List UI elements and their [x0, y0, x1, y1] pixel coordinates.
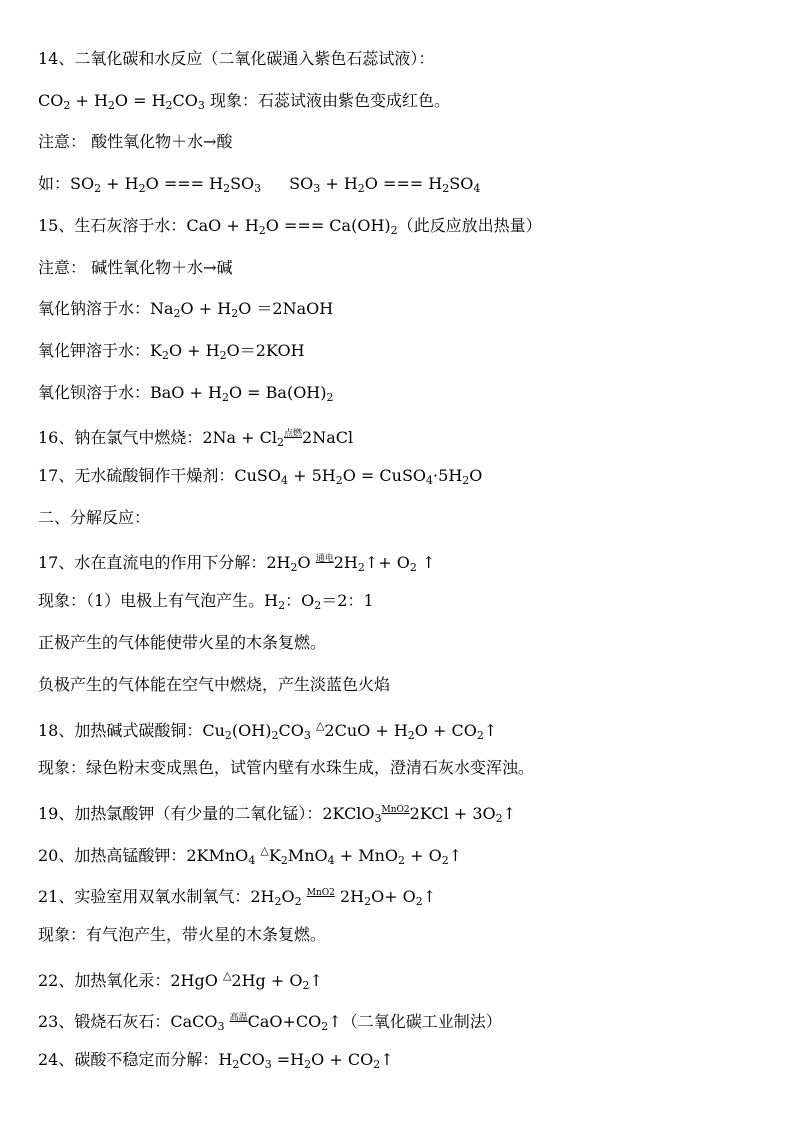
text-run: O + CO	[414, 721, 477, 740]
text-run: SO	[289, 174, 314, 193]
text-run: ↑	[483, 721, 498, 740]
subscript: 2	[138, 182, 146, 195]
subscript: 2	[63, 99, 71, 112]
text-run: 2NaCl	[302, 428, 354, 447]
subscript: 2	[357, 561, 365, 574]
text-run: O === H	[145, 174, 224, 193]
text-line	[38, 215, 542, 237]
subscript: 2	[258, 224, 266, 237]
text-run: CO	[38, 91, 64, 110]
subscript: 3	[303, 729, 311, 742]
reaction-condition: 高温	[229, 1013, 248, 1023]
text-run: ＝2：1	[321, 591, 374, 610]
subscript: 2	[232, 1058, 240, 1071]
text-run: CaO+CO	[247, 1012, 322, 1031]
text-run: 现象：有气泡产生，带火星的木条复燃。	[38, 925, 327, 944]
text-run: ↑+ O	[364, 553, 410, 572]
subscript: 2	[223, 182, 231, 195]
text-run: =H	[271, 1050, 305, 1069]
text-run: ·5H	[433, 466, 463, 485]
subscript: 2	[462, 474, 470, 487]
text-line	[38, 131, 233, 153]
subscript: 2	[407, 729, 415, 742]
subscript: 3	[374, 812, 382, 825]
text-run: 14、二氧化碳和水反应（二氧化碳通入紫色石蕊试液）：	[38, 49, 435, 68]
text-line	[38, 465, 482, 487]
subscript: 2	[271, 729, 279, 742]
text-run: 19、加热氯酸钾（有少量的二氧化锰）：2KClO	[38, 804, 375, 823]
text-line	[38, 632, 326, 654]
reaction-condition: 点燃	[284, 429, 303, 439]
text-run: + O	[405, 846, 442, 865]
text-run: + MnO	[334, 846, 399, 865]
subscript: 2	[364, 895, 372, 908]
text-run: 现象：绿色粉末变成黑色，试管内壁有水珠生成，澄清石灰水变浑浊。	[38, 758, 535, 777]
text-line	[38, 674, 390, 696]
subscript: 4	[426, 474, 434, 487]
text-run: 2H	[334, 887, 365, 906]
text-run: O = H	[114, 91, 166, 110]
subscript: 4	[473, 182, 481, 195]
reaction-condition: MnO2	[381, 805, 410, 815]
text-run: 23、锻烧石灰石：CaCO	[38, 1012, 218, 1031]
text-line	[38, 924, 326, 946]
subscript: 2	[161, 349, 169, 362]
text-run: 21、实验室用双氧水制氧气：2H	[38, 887, 275, 906]
text-run: 注意： 酸性氧化物＋水→酸	[38, 132, 233, 151]
text-run: 氧化钾溶于水：K	[38, 341, 162, 360]
subscript: 4	[327, 854, 335, 867]
text-run: ↑	[502, 804, 517, 823]
text-run: O === H	[364, 174, 443, 193]
text-line	[38, 1007, 502, 1033]
text-run: 2KCl + 3O	[409, 804, 496, 823]
text-run: K	[268, 846, 281, 865]
subscript: 2	[224, 729, 232, 742]
text-run: O + H	[180, 299, 232, 318]
text-line	[38, 799, 517, 825]
text-run: 2CuO + H	[324, 721, 408, 740]
text-run: CO	[239, 1050, 265, 1069]
text-line	[38, 1049, 394, 1071]
subscript: 2	[314, 599, 322, 612]
subscript: 3	[264, 1058, 272, 1071]
subscript: 2	[321, 1020, 329, 1033]
subscript: 2	[476, 729, 484, 742]
text-run: 现象：（1）电极上有气泡产生。H	[38, 591, 279, 610]
subscript: 2	[294, 895, 302, 908]
text-run: 20、加热高锰酸钾：2KMnO	[38, 846, 249, 865]
text-run: O＝2KOH	[226, 341, 305, 360]
text-run: 24、碳酸不稳定而分解：H	[38, 1050, 233, 1069]
text-run: 17、无水硫酸铜作干燥剂：CuSO	[38, 466, 281, 485]
reaction-condition: 通电	[315, 554, 334, 564]
text-run: 注意： 碱性氧化物＋水→碱	[38, 258, 233, 277]
superscript-symbol: △	[260, 844, 269, 857]
subscript: 2	[173, 307, 181, 320]
text-run: 氧化钠溶于水：Na	[38, 299, 174, 318]
subscript: 2	[277, 436, 285, 449]
text-run: ↑	[448, 846, 463, 865]
text-line	[38, 548, 436, 574]
text-run: + H	[70, 91, 108, 110]
text-run: (OH)	[231, 721, 272, 740]
text-line	[38, 590, 374, 612]
text-run: ↑（二氧化碳工业制法）	[328, 1012, 502, 1031]
subscript: 3	[197, 99, 205, 112]
text-run: SO	[449, 174, 474, 193]
subscript: 4	[248, 854, 256, 867]
text-run: 15、生石灰溶于水：CaO + H	[38, 216, 259, 235]
subscript: 2	[415, 895, 423, 908]
subscript: 3	[254, 182, 262, 195]
text-run: ↑	[416, 553, 436, 572]
subscript: 2	[442, 182, 450, 195]
text-run: O	[297, 553, 316, 572]
text-run: + H	[320, 174, 358, 193]
subscript: 2	[373, 1058, 381, 1071]
text-run: O === Ca(OH)	[265, 216, 391, 235]
subscript: 2	[274, 895, 282, 908]
subscript: 2	[280, 854, 288, 867]
subscript: 2	[231, 307, 239, 320]
subscript: 2	[304, 1058, 312, 1071]
subscript: 3	[313, 182, 321, 195]
subscript: 4	[281, 474, 288, 487]
subscript: 3	[217, 1020, 225, 1033]
text-run: 16、钠在氯气中燃烧：2Na + Cl	[38, 428, 278, 447]
subscript: 2	[165, 99, 173, 112]
subscript: 2	[495, 812, 503, 825]
text-run: O + H	[168, 341, 220, 360]
text-run: 现象：石蕊试液由紫色变成红色。	[204, 91, 450, 110]
text-run: （此反应放出热量）	[397, 216, 542, 235]
text-run: 22、加热氧化汞：2HgO	[38, 971, 223, 990]
subscript: 2	[326, 391, 334, 404]
subscript: 2	[219, 349, 227, 362]
subscript: 2	[290, 561, 298, 574]
subscript: 2	[335, 474, 343, 487]
text-run: 如：SO	[38, 174, 95, 193]
text-run: ↑	[309, 971, 323, 990]
text-line	[38, 257, 233, 279]
text-run: O	[281, 887, 295, 906]
text-line	[38, 757, 534, 779]
text-run: 正极产生的气体能使带火星的木条复燃。	[38, 633, 327, 652]
text-run: 负极产生的气体能在空气中燃烧，产生淡蓝色火焰	[38, 675, 391, 694]
text-run: ：O	[285, 591, 315, 610]
superscript-symbol: △	[315, 719, 325, 732]
text-run: CO	[278, 721, 304, 740]
subscript: 2	[390, 224, 398, 237]
text-line	[38, 90, 450, 112]
text-run: ↑	[380, 1050, 394, 1069]
subscript: 2	[221, 391, 229, 404]
text-run: SO	[230, 174, 255, 193]
text-run: + H	[101, 174, 139, 193]
text-line	[38, 965, 323, 992]
text-line	[38, 882, 437, 908]
text-run: 氧化钡溶于水：BaO + H	[38, 383, 222, 402]
subscript: 2	[409, 561, 417, 574]
subscript: 2	[107, 99, 115, 112]
subscript: 2	[94, 182, 102, 195]
text-line	[38, 173, 480, 195]
subscript: 2	[278, 599, 286, 612]
subscript: 2	[302, 979, 310, 992]
text-line	[38, 48, 434, 70]
text-run: CO	[172, 91, 198, 110]
text-line	[38, 298, 333, 320]
text-run: + 5H	[288, 466, 336, 485]
text-line	[38, 382, 334, 404]
text-run: O+ O	[371, 887, 416, 906]
superscript-symbol: △	[222, 969, 232, 982]
text-line	[38, 423, 354, 449]
text-run: 18、加热碱式碳酸铜：Cu	[38, 721, 225, 740]
text-line	[38, 340, 305, 362]
text-run: O + CO	[311, 1050, 374, 1069]
reaction-condition: MnO2	[306, 888, 335, 898]
text-run: 17、水在直流电的作用下分解：2H	[38, 553, 291, 572]
text-line	[38, 715, 498, 742]
subscript: 2	[357, 182, 365, 195]
subscript: 2	[398, 854, 406, 867]
text-line	[38, 840, 463, 867]
text-run: 2Hg + O	[231, 971, 303, 990]
text-run: O	[469, 466, 483, 485]
text-run: 二、分解反应：	[38, 508, 151, 527]
text-run: MnO	[287, 846, 328, 865]
text-run: ↑	[422, 887, 437, 906]
text-run: O = Ba(OH)	[228, 383, 327, 402]
text-run: 2H	[333, 553, 358, 572]
text-run: O = CuSO	[342, 466, 427, 485]
subscript: 2	[441, 854, 449, 867]
text-line	[38, 507, 150, 529]
text-run: O ＝2NaOH	[238, 299, 334, 318]
